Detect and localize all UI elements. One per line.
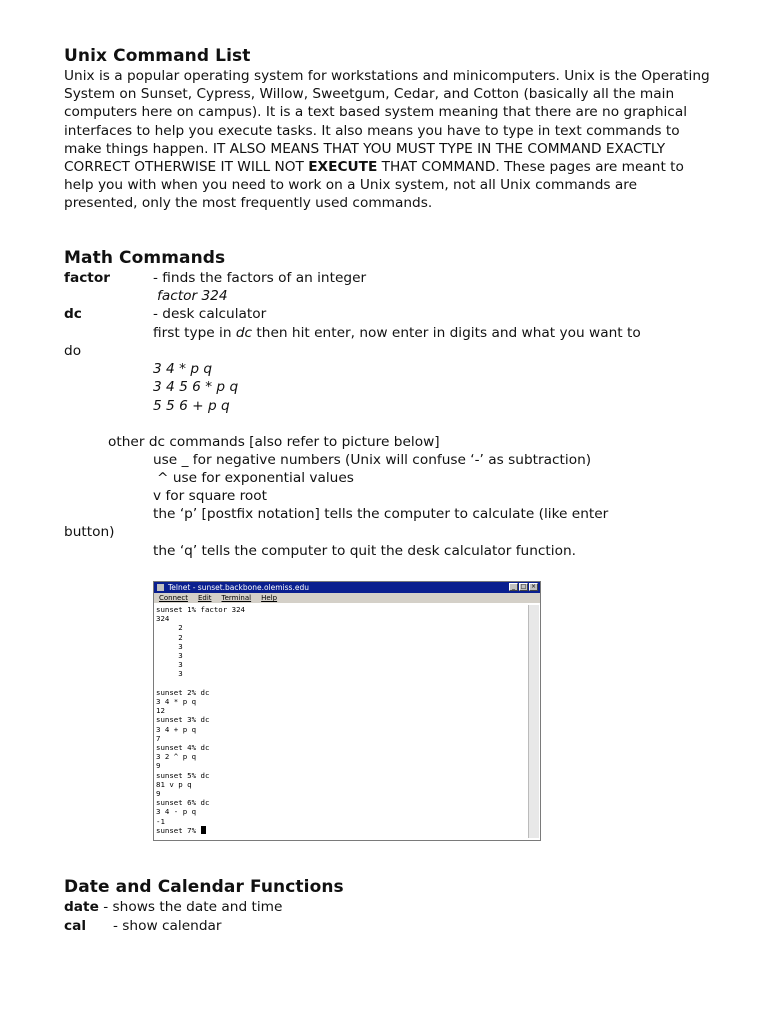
terminal-line: 2 bbox=[156, 623, 183, 633]
terminal-line: 2 bbox=[156, 632, 183, 642]
terminal-line: 3 bbox=[156, 669, 183, 679]
window-menubar bbox=[154, 593, 540, 603]
telnet-screenshot bbox=[153, 581, 541, 841]
page-title: Unix Command List bbox=[64, 46, 251, 66]
terminal-line bbox=[156, 679, 528, 688]
date-command: date bbox=[64, 899, 99, 915]
menu-connect: Connect bbox=[159, 594, 188, 602]
scrollbar bbox=[528, 605, 539, 838]
terminal-line: 3 bbox=[156, 651, 183, 661]
dc-underscore-tip: use _ for negative numbers (Unix will confuse ‘-’ as subtraction) bbox=[153, 452, 592, 468]
dc-p-tip: the ‘p’ [postfix notation] tells the computer to calculate (like enter bbox=[153, 506, 609, 522]
terminal-line: 3 2 ^ p q bbox=[156, 752, 197, 762]
math-commands-heading: Math Commands bbox=[64, 248, 226, 268]
cal-description: - show calendar bbox=[113, 918, 222, 934]
date-calendar-heading: Date and Calendar Functions bbox=[64, 877, 344, 897]
terminal-line: sunset 3% dc bbox=[156, 715, 210, 725]
terminal-line: sunset 1% factor 324 bbox=[156, 605, 245, 614]
maximize-icon: □ bbox=[520, 583, 527, 590]
factor-example: factor 324 bbox=[157, 288, 228, 304]
terminal-line: sunset 6% dc bbox=[156, 798, 210, 808]
minimize-icon: _ bbox=[509, 583, 518, 591]
intro-paragraph: Unix is a popular operating system for workstations and minicomputers. Unix is the Operating System on Sunset, Cypress, Willow, Sweetgum, Cedar, and Cotton (basically all the main computers here on campus). It is a text based system meaning that there are no graphical interfaces to help you execute tasks. It also means you have to type in text commands to make things happen. IT ALSO MEANS THAT YOU MUST TYPE IN THE COMMAND EXACTLY CORRECT OTHERWISE IT WILL NOT EXECUTE THAT COMMAND. These pages are meant to help you with when you need to work on a Unix system, not all Unix commands are presented, only the most frequently used commands. bbox=[64, 68, 710, 212]
factor-description: - finds the factors of an integer bbox=[153, 270, 367, 286]
terminal-line: 3 4 + p q bbox=[156, 724, 197, 734]
cal-command: cal bbox=[64, 918, 87, 934]
terminal-line: 7 bbox=[156, 733, 161, 743]
dc-example: 5 5 6 + p q bbox=[153, 398, 230, 414]
dc-description: - desk calculator bbox=[153, 306, 267, 322]
dc-q-tip: the ‘q’ tells the computer to quit the desk calculator function. bbox=[153, 543, 577, 559]
terminal-output bbox=[156, 605, 528, 838]
dc-sqrt-tip: v for square root bbox=[153, 488, 268, 504]
dc-caret-tip: ^ use for exponential values bbox=[157, 470, 354, 486]
other-dc-header: other dc commands [also refer to picture below] bbox=[108, 434, 440, 450]
date-row bbox=[64, 898, 282, 916]
dc-p-tip-wrap: button) bbox=[64, 524, 115, 540]
dc-instruction-wrap: do bbox=[64, 343, 82, 359]
terminal-line: sunset 4% dc bbox=[156, 743, 210, 753]
window-title: Telnet - sunset.backbone.olemiss.edu bbox=[168, 583, 309, 592]
menu-edit: Edit bbox=[197, 594, 212, 602]
terminal-line: 9 bbox=[156, 761, 161, 771]
terminal-line: 324 bbox=[156, 614, 170, 624]
terminal-line: sunset 2% dc bbox=[156, 687, 210, 697]
terminal-line: sunset 5% dc bbox=[156, 770, 210, 780]
factor-command: factor bbox=[64, 270, 111, 286]
menu-help: Help bbox=[261, 594, 278, 602]
close-icon: × bbox=[530, 583, 537, 590]
dc-example: 3 4 5 6 * p q bbox=[153, 379, 239, 395]
intro-bold-word: EXECUTE bbox=[308, 159, 378, 176]
terminal-line: 9 bbox=[156, 789, 161, 799]
date-description: - shows the date and time bbox=[98, 899, 283, 915]
terminal-line: 81 v p q bbox=[156, 779, 192, 789]
terminal-prompt: sunset 7% bbox=[156, 826, 528, 835]
terminal-line: 3 4 - p q bbox=[156, 807, 197, 817]
terminal-line: 3 bbox=[156, 660, 183, 670]
terminal-line: 3 bbox=[156, 641, 183, 651]
menu-terminal: Terminal bbox=[221, 594, 252, 602]
window-titlebar bbox=[154, 582, 540, 593]
terminal-line: 3 4 * p q bbox=[156, 697, 197, 707]
window-system-icon bbox=[157, 584, 164, 591]
dc-command: dc bbox=[64, 306, 82, 322]
cursor-icon bbox=[201, 826, 206, 834]
dc-instruction: first type in dc then hit enter, now enter in digits and what you want to bbox=[153, 325, 641, 341]
dc-example: 3 4 * p q bbox=[153, 361, 213, 377]
terminal-line: 12 bbox=[156, 706, 165, 716]
terminal-line: -1 bbox=[156, 816, 165, 826]
